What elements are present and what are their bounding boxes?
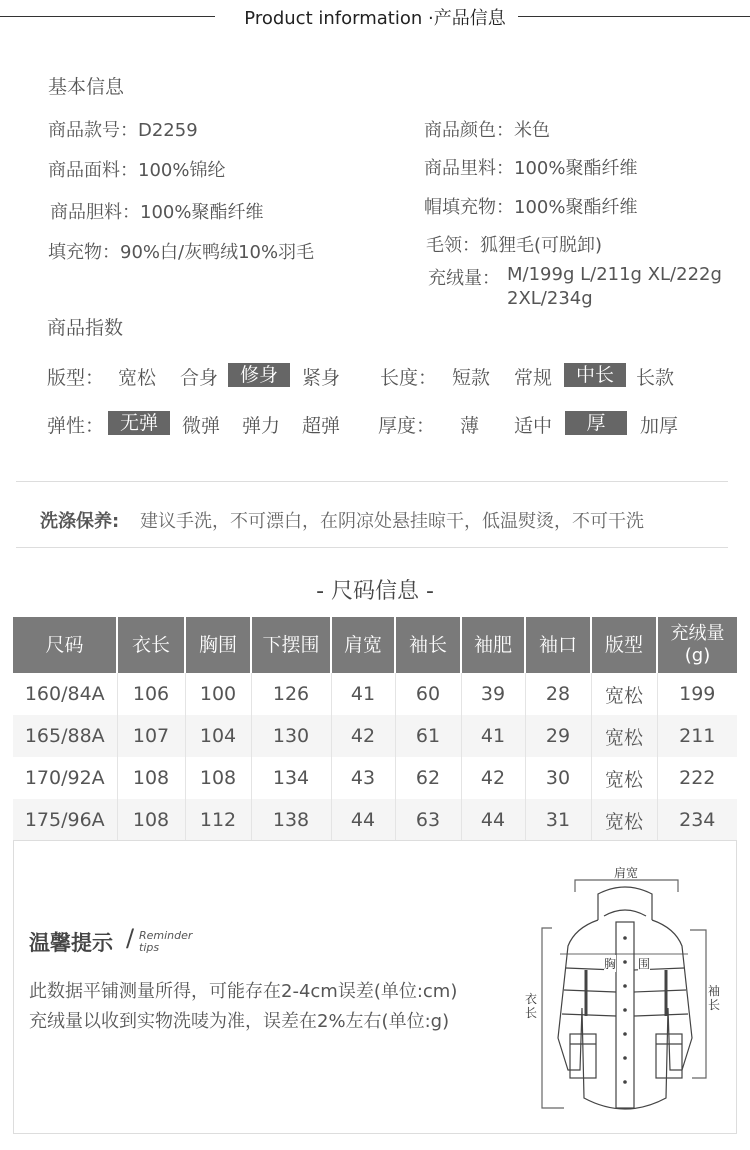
index-option: 长款 — [636, 367, 675, 389]
table-cell: 62 — [395, 757, 461, 799]
item-lining: 商品里料：100%聚酯纤维 — [424, 158, 638, 179]
jacket-measure-diagram — [520, 858, 730, 1130]
table-cell: 170/92A — [13, 757, 117, 799]
table-cell: 126 — [251, 673, 331, 715]
table-row — [13, 673, 737, 715]
table-cell: 宽松 — [591, 673, 657, 715]
table-cell: 39 — [461, 673, 525, 715]
table-cell: 134 — [251, 757, 331, 799]
care-label: 洗涤保养: — [40, 511, 120, 532]
fill-amount-line1: M/199g L/211g XL/222g — [507, 264, 722, 285]
index-title: 商品指数 — [47, 317, 124, 339]
table-row — [13, 715, 737, 757]
index-label-length: 长度： — [380, 367, 438, 389]
diagram-label-chest-2: 围 — [638, 957, 651, 971]
index-option: 合身 — [180, 367, 219, 389]
table-cell: 108 — [185, 757, 251, 799]
index-option-selected: 中长 — [564, 363, 626, 387]
table-cell: 宽松 — [591, 757, 657, 799]
col-header: 下摆围 — [251, 617, 331, 673]
table-cell: 112 — [185, 799, 251, 841]
index-option: 薄 — [460, 415, 480, 437]
table-cell: 106 — [117, 673, 185, 715]
table-row — [13, 757, 737, 799]
tips-title: 温馨提示 — [29, 931, 113, 955]
diagram-label-sleeve: 袖长 — [708, 984, 721, 1012]
table-cell: 31 — [525, 799, 591, 841]
table-cell: 60 — [395, 673, 461, 715]
diagram-label-length: 衣长 — [525, 992, 538, 1020]
index-option: 超弹 — [302, 415, 341, 437]
size-title: - 尺码信息 - — [316, 579, 434, 604]
table-cell: 222 — [679, 767, 716, 789]
header-title: Product information ·产品信息 — [0, 4, 750, 30]
index-option: 短款 — [452, 367, 491, 389]
col-header: 胸围 — [185, 617, 251, 673]
item-fabric: 商品面料：100%锦纶 — [48, 160, 226, 181]
index-option-selected: 修身 — [228, 363, 290, 387]
index-label-elastic: 弹性： — [47, 415, 105, 437]
table-cell: 30 — [525, 757, 591, 799]
index-option: 弹力 — [242, 415, 281, 437]
table-cell: 43 — [331, 757, 395, 799]
tips-slash: / — [126, 924, 135, 952]
basic-info-title: 基本信息 — [48, 76, 125, 98]
table-cell: 41 — [461, 715, 525, 757]
table-cell: 234 — [657, 799, 737, 841]
fill-amount-line2: 2XL/234g — [507, 288, 593, 309]
item-hood-fill: 帽填充物：100%聚酯纤维 — [424, 197, 638, 218]
index-option: 加厚 — [640, 415, 679, 437]
table-cell: 44 — [461, 799, 525, 841]
fill-amount-label: 充绒量： — [428, 268, 500, 289]
col-header: 肩宽 — [331, 617, 395, 673]
tips-en-1: Reminder — [139, 929, 193, 942]
table-cell: 42 — [331, 715, 395, 757]
index-option: 宽松 — [118, 367, 157, 389]
table-cell: 130 — [251, 715, 331, 757]
size-table — [13, 617, 737, 841]
table-cell: 165/88A — [13, 715, 117, 757]
item-number: 商品款号：D2259 — [48, 120, 198, 141]
table-cell: 175/96A — [13, 799, 117, 841]
table-cell: 44 — [331, 799, 395, 841]
table-cell: 211 — [657, 715, 737, 757]
tips-en-2: tips — [139, 941, 160, 954]
item-collar: 毛领：狐狸毛(可脱卸) — [426, 235, 603, 256]
size-table-header — [13, 617, 737, 673]
index-option: 紧身 — [302, 367, 341, 389]
col-header: 袖长 — [395, 617, 461, 673]
table-cell: 199 — [679, 683, 716, 705]
tips-line-2: 充绒量以收到实物洗唛为准，误差在2%左右(单位:g) — [29, 1011, 450, 1032]
table-cell: 100 — [185, 673, 251, 715]
table-cell: 63 — [395, 799, 461, 841]
table-cell: 41 — [331, 673, 395, 715]
divider-bottom — [16, 547, 728, 548]
index-label-fit: 版型： — [47, 367, 105, 389]
diagram-label-shoulder: 肩宽 — [614, 866, 639, 880]
item-color: 商品颜色：米色 — [424, 120, 550, 141]
diagram-label-chest-1: 胸 — [604, 957, 617, 971]
divider-top — [16, 481, 728, 482]
table-cell: 28 — [525, 673, 591, 715]
table-cell: 宽松 — [591, 715, 657, 757]
col-header: 衣长 — [117, 617, 185, 673]
col-header: 尺码 — [13, 617, 117, 673]
table-cell: 108 — [117, 799, 185, 841]
tips-line-1: 此数据平铺测量所得，可能存在2-4cm误差(单位:cm) — [29, 981, 458, 1002]
index-option-selected: 厚 — [565, 411, 627, 435]
table-cell: 108 — [117, 757, 185, 799]
table-row — [13, 799, 737, 841]
table-cell: 138 — [251, 799, 331, 841]
index-option: 常规 — [514, 367, 553, 389]
col-header: 充绒量(g) — [657, 617, 737, 673]
col-header: 袖肥 — [461, 617, 525, 673]
table-cell: 160/84A — [13, 673, 117, 715]
table-cell: 107 — [117, 715, 185, 757]
table-cell: 104 — [185, 715, 251, 757]
item-filling: 填充物：90%白/灰鸭绒10%羽毛 — [48, 242, 315, 263]
table-cell: 29 — [525, 715, 591, 757]
index-label-thickness: 厚度： — [378, 415, 436, 437]
item-inner: 商品胆料：100%聚酯纤维 — [50, 202, 264, 223]
table-cell: 42 — [461, 757, 525, 799]
index-option-selected: 无弹 — [108, 411, 170, 435]
index-option: 适中 — [514, 415, 553, 437]
care-text: 建议手洗，不可漂白，在阴凉处悬挂晾干，低温熨烫，不可干洗 — [140, 511, 644, 532]
table-cell: 宽松 — [591, 799, 657, 841]
col-header: 版型 — [591, 617, 657, 673]
col-header: 袖口 — [525, 617, 591, 673]
index-option: 微弹 — [182, 415, 221, 437]
table-cell: 61 — [395, 715, 461, 757]
